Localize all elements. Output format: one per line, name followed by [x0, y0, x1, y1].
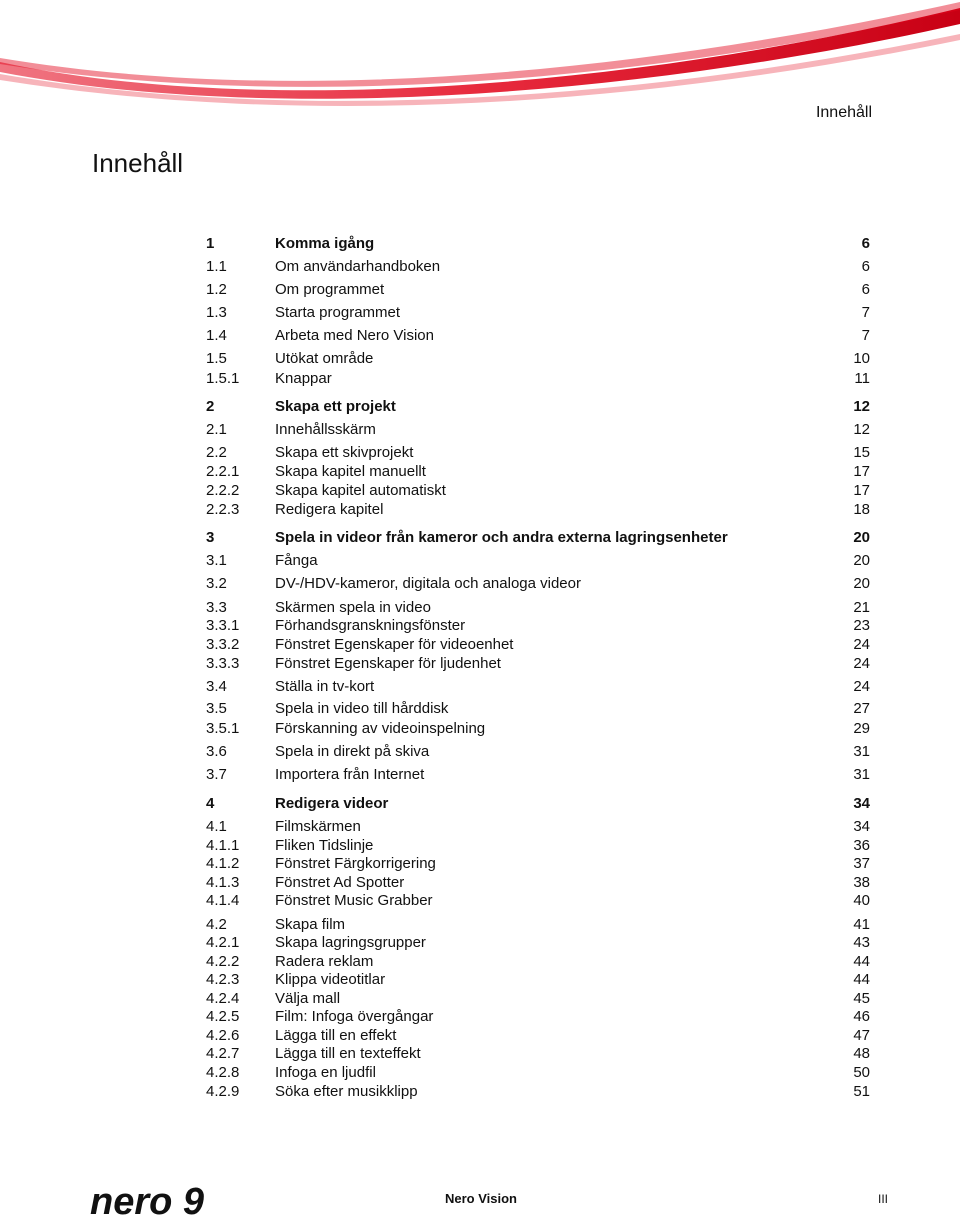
- toc-entry[interactable]: [206, 873, 870, 893]
- toc-entry[interactable]: [206, 598, 870, 618]
- toc-entry-number: 4.1.2: [206, 855, 240, 872]
- toc-entry-page: 6: [861, 258, 870, 275]
- toc-entry-title: Fånga: [275, 552, 318, 569]
- toc-entry-title: Arbeta med Nero Vision: [275, 327, 434, 344]
- toc-entry-title: Importera från Internet: [275, 766, 425, 783]
- toc-entry[interactable]: [206, 574, 870, 594]
- toc-entry[interactable]: [206, 635, 870, 655]
- toc-entry-page: 44: [853, 971, 870, 988]
- toc-entry[interactable]: [206, 257, 870, 277]
- toc-entry-page: 11: [854, 370, 870, 387]
- toc-entry[interactable]: [206, 654, 870, 674]
- toc-entry-title: Utökat område: [275, 350, 374, 367]
- toc-entry-number: 3.5.1: [206, 720, 240, 737]
- toc-entry-page: 50: [853, 1064, 870, 1081]
- toc-entry[interactable]: [206, 765, 870, 785]
- toc-entry-title: Skapa ett projekt: [275, 398, 396, 415]
- toc-entry-number: 3.7: [206, 766, 227, 783]
- toc-entry-number: 3.1: [206, 552, 227, 569]
- toc-entry-title: Skärmen spela in video: [275, 599, 431, 616]
- toc-entry[interactable]: [206, 742, 870, 762]
- toc-entry-title: Knappar: [275, 370, 332, 387]
- toc-entry[interactable]: [206, 952, 870, 972]
- toc-entry-number: 3.2: [206, 575, 227, 592]
- toc-entry-number: 1.3: [206, 304, 227, 321]
- toc-entry[interactable]: [206, 349, 870, 369]
- toc-entry[interactable]: [206, 794, 870, 814]
- toc-entry[interactable]: [206, 989, 870, 1009]
- toc-entry[interactable]: [206, 699, 870, 719]
- toc-entry-page: 38: [853, 874, 870, 891]
- toc-entry-page: 10: [853, 350, 870, 367]
- toc-entry-page: 6: [861, 281, 870, 298]
- footer-product-name: Nero Vision: [445, 1191, 518, 1206]
- toc-entry-number: 4.2.6: [206, 1027, 240, 1044]
- toc-entry-number: 4: [206, 795, 215, 812]
- toc-entry-number: 1.4: [206, 327, 227, 344]
- toc-entry-title: Spela in video till hårddisk: [275, 700, 449, 717]
- toc-entry[interactable]: [206, 970, 870, 990]
- toc-entry-page: 51: [853, 1083, 870, 1100]
- toc-entry-number: 4.2.5: [206, 1008, 240, 1025]
- toc-entry-number: 4.1: [206, 818, 227, 835]
- toc-entry-number: 2.2.3: [206, 501, 240, 518]
- toc-entry-number: 4.2.7: [206, 1045, 240, 1062]
- toc-entry-title: Klippa videotitlar: [275, 971, 386, 988]
- toc-entry-page: 12: [853, 398, 870, 415]
- toc-entry-title: Film: Infoga övergångar: [275, 1008, 434, 1025]
- toc-entry[interactable]: [206, 462, 870, 482]
- toc-entry-page: 20: [853, 575, 870, 592]
- toc-entry-number: 2.2.2: [206, 482, 240, 499]
- toc-entry-number: 1: [206, 235, 215, 252]
- toc-entry-page: 7: [861, 327, 870, 344]
- toc-entry-page: 24: [853, 655, 870, 672]
- toc-entry-page: 27: [853, 700, 870, 717]
- toc-entry-number: 4.1.3: [206, 874, 240, 891]
- toc-entry-title: Förskanning av videoinspelning: [275, 720, 486, 737]
- toc-entry-title: Innehållsskärm: [275, 421, 376, 438]
- toc-entry-title: Fönstret Music Grabber: [275, 892, 433, 909]
- toc-entry-number: 1.1: [206, 258, 227, 275]
- toc-entry-title: DV-/HDV-kameror, digitala och analoga videor: [275, 575, 581, 592]
- toc-entry-number: 2.1: [206, 421, 227, 438]
- toc-entry-number: 4.2: [206, 916, 227, 933]
- toc-entry-number: 1.2: [206, 281, 227, 298]
- toc-entry-number: 3: [206, 529, 215, 546]
- toc-entry[interactable]: [206, 280, 870, 300]
- toc-entry-title: Fönstret Färgkorrigering: [275, 855, 436, 872]
- toc-entry-number: 4.1.4: [206, 892, 240, 909]
- toc-entry-number: 1.5.1: [206, 370, 240, 387]
- toc-entry-number: 3.3.1: [206, 617, 240, 634]
- toc-entry[interactable]: [206, 891, 870, 911]
- toc-entry-page: 31: [853, 766, 870, 783]
- toc-entry-page: 23: [853, 617, 870, 634]
- toc-entry-page: 34: [853, 818, 870, 835]
- toc-entry-page: 45: [853, 990, 870, 1007]
- toc-entry-title: Fliken Tidslinje: [275, 837, 374, 854]
- toc-entry-number: 3.6: [206, 743, 227, 760]
- toc-entry-title: Redigera videor: [275, 795, 389, 812]
- header-swoosh-graphic: [0, 0, 960, 120]
- toc-entry[interactable]: [206, 551, 870, 571]
- toc-entry-page: 48: [853, 1045, 870, 1062]
- toc-entry-number: 2.2: [206, 444, 227, 461]
- toc-entry-page: 12: [853, 421, 870, 438]
- toc-entry-page: 31: [853, 743, 870, 760]
- toc-entry-number: 3.3: [206, 599, 227, 616]
- toc-entry-number: 4.2.1: [206, 934, 240, 951]
- toc-entry[interactable]: [206, 443, 870, 463]
- toc-entry-number: 4.2.4: [206, 990, 240, 1007]
- toc-entry-title: Fönstret Egenskaper för videoenhet: [275, 636, 514, 653]
- toc-entry-page: 15: [853, 444, 870, 461]
- toc-entry-number: 4.2.3: [206, 971, 240, 988]
- toc-entry-number: 4.2.9: [206, 1083, 240, 1100]
- toc-entry[interactable]: [206, 397, 870, 417]
- toc-entry-number: 2.2.1: [206, 463, 240, 480]
- toc-entry[interactable]: [206, 1007, 870, 1027]
- toc-entry[interactable]: [206, 836, 870, 856]
- toc-entry-number: 3.3.2: [206, 636, 240, 653]
- toc-entry-number: 1.5: [206, 350, 227, 367]
- nero-logo-icon: [90, 1178, 230, 1224]
- toc-entry[interactable]: [206, 719, 870, 739]
- toc-entry-title: Spela in direkt på skiva: [275, 743, 430, 760]
- toc-entry-number: 4.1.1: [206, 837, 240, 854]
- toc-entry-title: Fönstret Ad Spotter: [275, 874, 405, 891]
- toc-entry[interactable]: [206, 933, 870, 953]
- toc-entry[interactable]: [206, 303, 870, 323]
- toc-entry-page: 34: [853, 795, 870, 812]
- toc-entry-page: 24: [853, 678, 870, 695]
- toc-entry-page: 43: [853, 934, 870, 951]
- toc-entry-page: 41: [853, 916, 870, 933]
- toc-entry[interactable]: [206, 817, 870, 837]
- toc-entry-title: Spela in videor från kameror och andra externa lagringsenheter: [275, 529, 728, 546]
- toc-entry[interactable]: [206, 528, 870, 548]
- toc-entry-title: Skapa kapitel manuellt: [275, 463, 426, 480]
- toc-entry-page: 17: [853, 463, 870, 480]
- toc-entry[interactable]: [206, 1063, 870, 1083]
- nero-logo-text: nero 9: [90, 1181, 205, 1223]
- toc-entry-page: 47: [853, 1027, 870, 1044]
- toc-entry[interactable]: [206, 1082, 870, 1102]
- toc-entry[interactable]: [206, 481, 870, 501]
- toc-entry-page: 36: [853, 837, 870, 854]
- toc-entry-title: Lägga till en effekt: [275, 1027, 397, 1044]
- toc-entry-title: Redigera kapitel: [275, 501, 384, 518]
- toc-entry[interactable]: [206, 1044, 870, 1064]
- toc-entry-title: Skapa film: [275, 916, 346, 933]
- toc-entry-title: Välja mall: [275, 990, 341, 1007]
- toc-entry-title: Skapa lagringsgrupper: [275, 934, 426, 951]
- toc-entry-number: 3.4: [206, 678, 227, 695]
- toc-entry-title: Infoga en ljudfil: [275, 1064, 376, 1081]
- toc-entry[interactable]: [206, 326, 870, 346]
- toc-entry-page: 46: [853, 1008, 870, 1025]
- toc-entry[interactable]: [206, 854, 870, 874]
- toc-entry-page: 20: [853, 529, 870, 546]
- toc-entry-title: Förhandsgranskningsfönster: [275, 617, 466, 634]
- toc-entry[interactable]: [206, 369, 870, 389]
- toc-entry-page: 24: [853, 636, 870, 653]
- toc-entry-title: Söka efter musikklipp: [275, 1083, 418, 1100]
- toc-entry-title: Fönstret Egenskaper för ljudenhet: [275, 655, 501, 672]
- toc-entry-number: 4.2.2: [206, 953, 240, 970]
- toc-entry-title: Om användarhandboken: [275, 258, 441, 275]
- toc-entry[interactable]: [206, 500, 870, 520]
- toc-entry-page: 44: [853, 953, 870, 970]
- toc-entry-title: Lägga till en texteffekt: [275, 1045, 421, 1062]
- footer-page-number: III: [878, 1192, 889, 1206]
- toc-entry-title: Ställa in tv-kort: [275, 678, 375, 695]
- toc-entry-number: 3.3.3: [206, 655, 240, 672]
- toc-entry-page: 6: [861, 235, 870, 252]
- toc-entry-title: Om programmet: [275, 281, 385, 298]
- toc-entry-title: Filmskärmen: [275, 818, 361, 835]
- toc-entry[interactable]: [206, 1026, 870, 1046]
- toc-entry-title: Skapa kapitel automatiskt: [275, 482, 446, 499]
- page-title: Innehåll: [92, 148, 184, 178]
- toc-entry-page: 17: [853, 482, 870, 499]
- toc-entry-page: 29: [853, 720, 870, 737]
- toc-entry[interactable]: [206, 915, 870, 935]
- toc-entry[interactable]: [206, 616, 870, 636]
- toc-entry-number: 3.5: [206, 700, 227, 717]
- toc-entry-page: 21: [853, 599, 870, 616]
- toc-entry-title: Radera reklam: [275, 953, 374, 970]
- toc-entry-number: 2: [206, 398, 215, 415]
- toc-entry-page: 18: [853, 501, 870, 518]
- toc-entry[interactable]: [206, 677, 870, 697]
- toc-entry-title: Starta programmet: [275, 304, 401, 321]
- toc-entry-title: Komma igång: [275, 235, 375, 252]
- toc-entry[interactable]: [206, 420, 870, 440]
- toc-entry-title: Skapa ett skivprojekt: [275, 444, 414, 461]
- toc-entry-page: 40: [853, 892, 870, 909]
- toc-entry[interactable]: [206, 234, 870, 254]
- header-section-label: Innehåll: [815, 104, 872, 121]
- toc-entry-number: 4.2.8: [206, 1064, 240, 1081]
- toc-entry-page: 37: [853, 855, 870, 872]
- toc-entry-page: 20: [853, 552, 870, 569]
- toc-entry-page: 7: [861, 304, 870, 321]
